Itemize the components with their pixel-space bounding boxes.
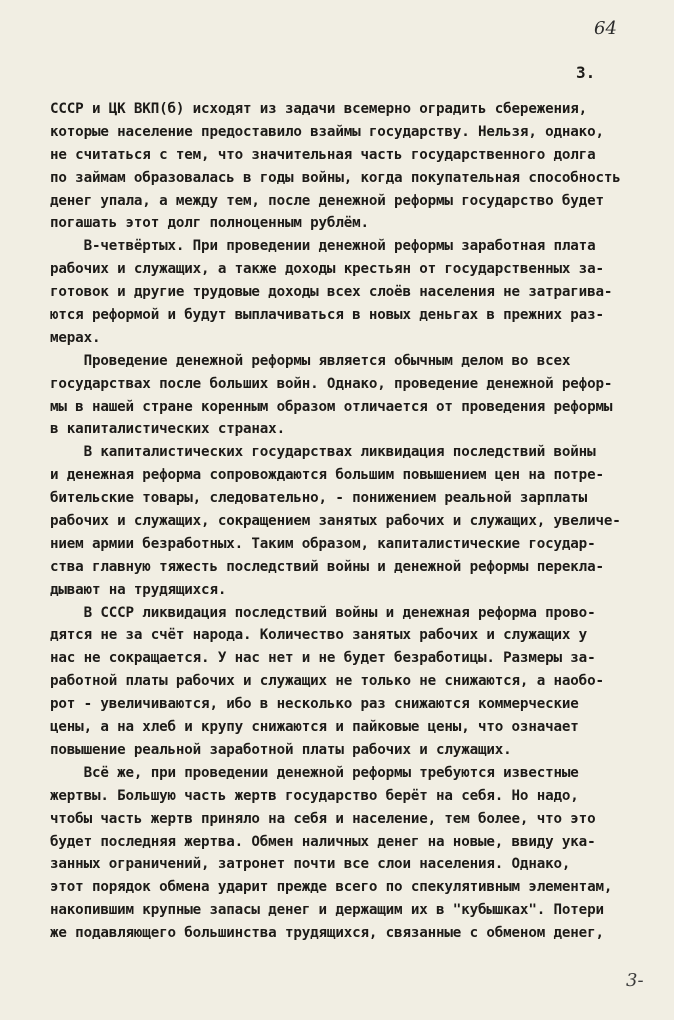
text-line: занных ограничений, затронет почти все слои населения. Однако, — [50, 856, 571, 873]
text-line: работной платы рабочих и служащих не только не снижаются, а наобо- — [50, 673, 604, 690]
text-line: погашать этот долг полноценным рублём. — [50, 215, 369, 232]
text-line: же подавляющего большинства трудящихся, связанные с обменом денег, — [50, 925, 604, 942]
text-line: мерах. — [50, 329, 101, 346]
text-line: рабочих и служащих, а также доходы крестьян от государственных за- — [50, 261, 604, 278]
text-line: чтобы часть жертв приняло на себя и население, тем более, что это — [50, 810, 596, 827]
text-line: в капиталистических странах. — [50, 421, 285, 438]
text-line: Проведение денежной реформы является обычным делом во всех — [50, 352, 571, 369]
text-line: нас не сокращается. У нас нет и не будет безработицы. Размеры за- — [50, 650, 596, 667]
text-line: по займам образовалась в годы войны, когда покупательная способность — [50, 169, 621, 186]
text-line: дятся не за счёт народа. Количество занятых рабочих и служащих у — [50, 627, 588, 644]
text-line: Всё же, при проведении денежной реформы требуются известные — [50, 764, 579, 781]
body-text — [50, 98, 636, 945]
handwritten-folio-number: 64 — [594, 18, 617, 39]
page-number: 3. — [576, 63, 596, 82]
text-line: будет последняя жертва. Обмен наличных денег на новые, ввиду ука- — [50, 833, 596, 850]
text-line: нием армии безработных. Таким образом, капиталистические государ- — [50, 535, 596, 552]
handwritten-page-mark: 3- — [626, 970, 644, 991]
text-line: готовок и другие трудовые доходы всех слоёв населения не затрагива- — [50, 284, 613, 301]
text-line: повышение реальной заработной платы рабочих и служащих. — [50, 741, 512, 758]
text-line: В-четвёртых. При проведении денежной реформы заработная плата — [50, 238, 596, 255]
text-line: денег упала, а между тем, после денежной реформы государство будет — [50, 192, 604, 209]
text-line: жертвы. Большую часть жертв государство берёт на себя. Но надо, — [50, 787, 579, 804]
text-line: этот порядок обмена ударит прежде всего по спекулятивным элементам, — [50, 879, 613, 896]
text-line: накопившим крупные запасы денег и держащим их в "кубышках". Потери — [50, 902, 604, 919]
text-line: не считаться с тем, что значительная часть государственного долга — [50, 146, 596, 163]
text-line: СССР и ЦК ВКП(б) исходят из задачи всемерно оградить сбережения, — [50, 101, 588, 117]
text-line: ства главную тяжесть последствий войны и денежной реформы перекла- — [50, 558, 604, 575]
text-line: мы в нашей стране коренным образом отличается от проведения реформы — [50, 398, 613, 415]
text-line: цены, а на хлеб и крупу снижаются и пайковые цены, что означает — [50, 719, 579, 736]
text-line: и денежная реформа сопровождаются большим повышением цен на потре- — [50, 467, 604, 484]
text-line: В СССР ликвидация последствий войны и денежная реформа прово- — [50, 604, 596, 621]
text-line: которые население предоставило взаймы государству. Нельзя, однако, — [50, 123, 604, 140]
text-line: бительские товары, следовательно, - понижением реальной зарплаты — [50, 490, 588, 507]
text-line: рот - увеличиваются, ибо в несколько раз снижаются коммерческие — [50, 696, 579, 713]
text-line: дывают на трудящихся. — [50, 581, 227, 598]
text-line: ются реформой и будут выплачиваться в новых деньгах в прежних раз- — [50, 307, 604, 324]
text-line: рабочих и служащих, сокращением занятых рабочих и служащих, увеличе- — [50, 513, 621, 530]
text-line: государствах после больших войн. Однако, проведение денежной рефор- — [50, 375, 613, 392]
text-line: В капиталистических государствах ликвидация последствий войны — [50, 444, 596, 461]
